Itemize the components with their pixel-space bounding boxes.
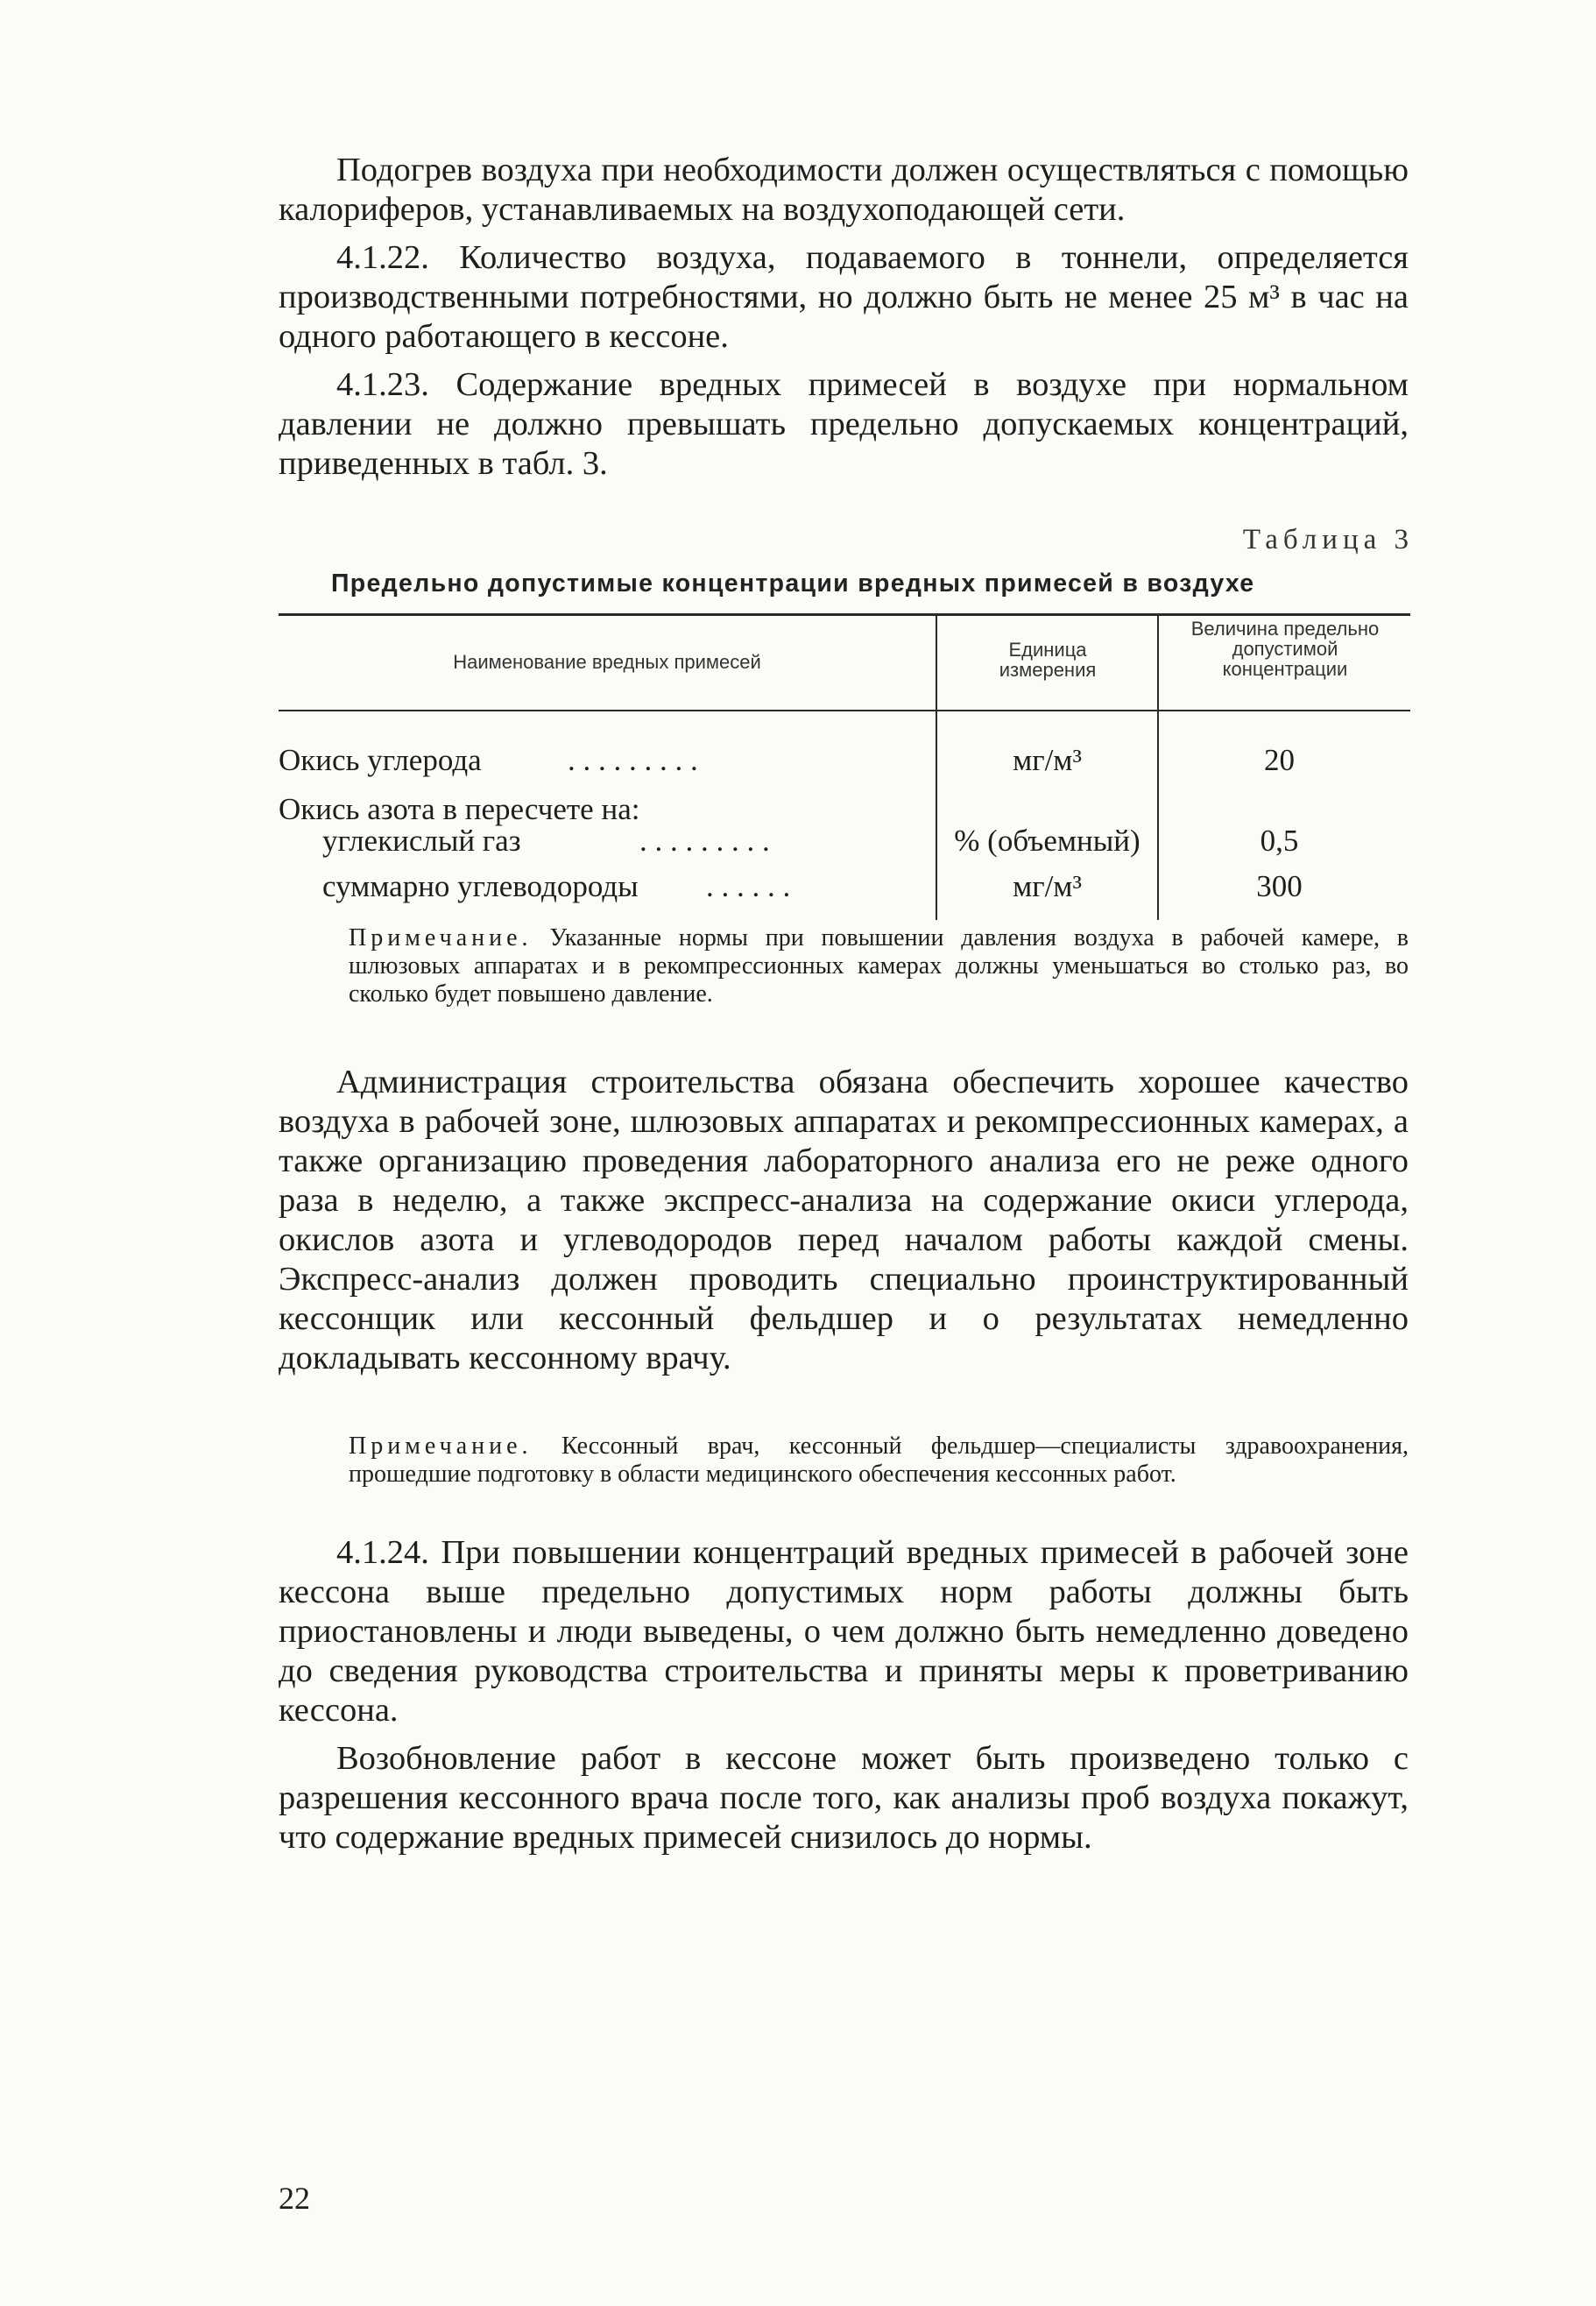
paragraph-heating: Подогрев воздуха при необходимости должен осуществляться с помощью калориферов, устанавливаемых на воздухоподающей сети. — [279, 152, 1409, 228]
row-value: 0,5 — [1260, 824, 1299, 858]
row-leader: . . . . . . . . . — [639, 824, 770, 858]
row-name: углекислый газ — [322, 824, 521, 858]
row-leader: . . . . . . — [706, 869, 791, 903]
page-number: 22 — [279, 2181, 310, 2216]
top-text — [279, 151, 1409, 484]
paragraph-4-1-23: 4.1.23. Содержание вредных примесей в воздухе при нормальном давлении не должно превышать предельно допускаемых концентраций, приведенных в табл. 3. — [279, 366, 1409, 482]
paragraph-4-1-22: 4.1.22. Количество воздуха, подаваемого в тоннели, определяется производственными потребностями, но должно быть не менее 25 м³ в час на одного работающего в кессоне. — [279, 239, 1409, 355]
note-text: Кессонный врач, кессонный фельдшер—специалисты здравоохранения, прошедшие подготовку в области медицинского обеспечения кессонных работ. — [349, 1432, 1409, 1488]
header-divider-1 — [936, 613, 937, 710]
header-unit: Единица измерения — [999, 639, 1097, 681]
paragraph-4-1-24: 4.1.24. При повышении концентраций вредных примесей в рабочей зоне кессона выше предельно допустимых норм работы должны быть приостановлены и люди выведены, о чем должно быть немедленно доведено до сведения руководства строительства и приняты меры к проветриванию кессона. — [279, 1534, 1409, 1729]
header-divider-2 — [1157, 613, 1159, 710]
table-top-rule — [279, 613, 1410, 616]
row-name: суммарно углеводороды — [322, 869, 639, 903]
row-leader: . . . . . . . . . — [568, 743, 698, 777]
note-text: Указанные нормы при повышении давления воздуха в рабочей камере, в шлюзовых аппаратах и в рекомпрессионных камерах должны уменьшаться во столько раз, во сколько будет повышено давление. — [349, 924, 1409, 1008]
row-unit: % (объемный) — [954, 824, 1141, 858]
paragraph-administration: Администрация строительства обязана обеспечить хорошее качество воздуха в рабочей зоне, шлюзовых аппаратах и рекомпрессионных камерах, а также организацию проведения лабораторного анализа его не реже одного раза в неделю, а также экспресс-анализа на содержание окиси углерода, окислов азота и углеводородов перед началом работы каждой смены. Экспресс-анализ должен проводить специально проинструктированный кессонщик или кессонный фельдшер и о результатах немедленно докладывать кессонному врачу. — [279, 1064, 1409, 1376]
table-title: Предельно допустимые концентрации вредных примесей в воздухе — [331, 569, 1255, 598]
row-unit: мг/м³ — [1013, 869, 1082, 903]
row-name: Окись углерода — [279, 743, 482, 777]
bottom-text — [279, 1533, 1409, 1857]
table-header-rule — [279, 710, 1410, 711]
note-label: Примечание. — [349, 1432, 533, 1460]
row-value: 20 — [1264, 743, 1295, 777]
paragraph-resumption: Возобновление работ в кессоне может быть произведено только с разрешения кессонного врача после того, как анализы проб воздуха покажут, что содержание вредных примесей снизилось до нормы. — [279, 1740, 1409, 1856]
note-label: Примечание. — [349, 924, 533, 951]
header-name: Наименование вредных примесей — [453, 651, 761, 673]
doctor-note — [349, 1432, 1409, 1489]
table-note — [349, 924, 1409, 1008]
admin-text — [279, 1063, 1409, 1378]
row-value: 300 — [1256, 869, 1303, 903]
row-unit: мг/м³ — [1013, 743, 1082, 777]
concentration-table — [279, 613, 1410, 920]
header-value: Величина предельно допустимой концентрации — [1190, 618, 1380, 680]
row-group-label: Окись азота в пересчете на: — [279, 792, 640, 826]
table-label: Таблица 3 — [1242, 524, 1414, 555]
